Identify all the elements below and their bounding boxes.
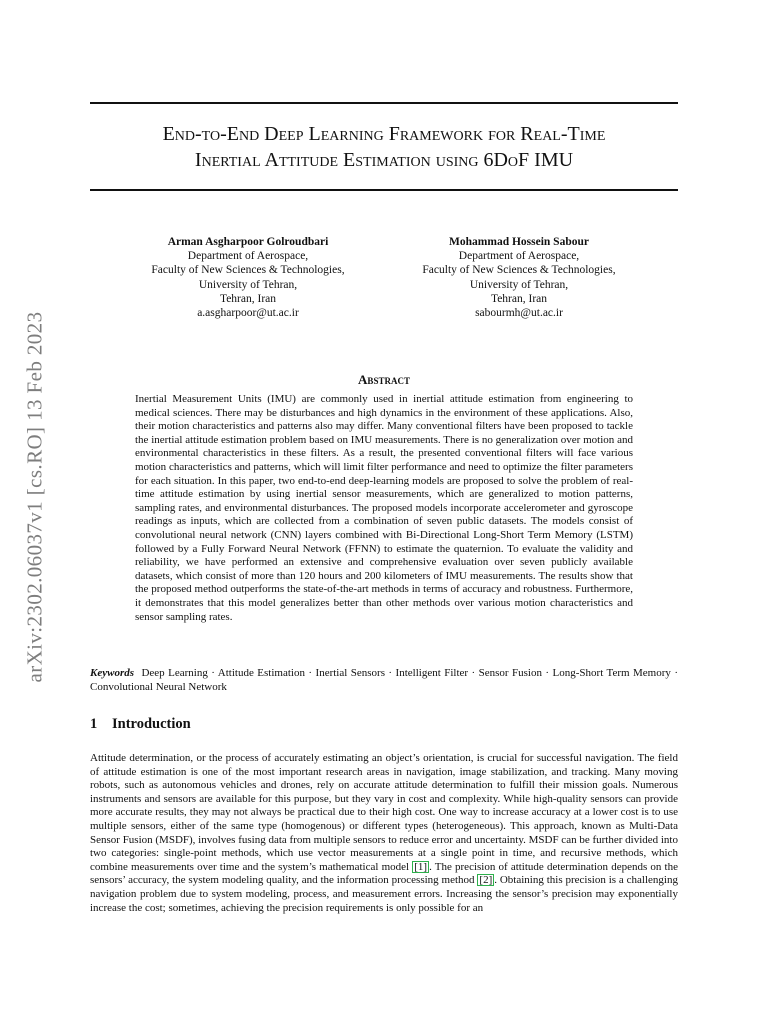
title-line-1: End-to-End Deep Learning Framework for Real-Time <box>162 123 606 145</box>
intro-paragraph <box>90 752 678 915</box>
intro-text-1: Attitude determination, or the process of accurately estimating an object’s orientation, is crucial for successful navigation. The field of attitude estimation is one of the most important research areas in navigation, image stabilization, and tracking. Many moving robots, such as autonomous vehicles and drones, rely on accurate attitude determination to fulfill their mission goals. Numerous instruments and sensors are available for this purpose, but they vary in cost and complexity. While high-quality sensors can provide more accurate results, they may not always be practical due to their high cost. One way to increase accuracy at a lower cost is to use multiple sensors, either of the same type (homogenous) or different types (heterogeneous). This approach, known as Multi-Data Sensor Fusion (MSDF), involves fusing data from multiple sensors to reduce error and uncertainty. MSDF can be further divided into two categories: single-point methods, which use vector measurements at a single point in time, and recursive methods, which combine measurements over time and the system’s mathematical model <box>90 752 678 873</box>
section-number: 1 <box>90 716 98 732</box>
author-department: Department of Aerospace, <box>187 250 309 263</box>
author-email[interactable]: a.asgharpoor@ut.ac.ir <box>197 307 299 320</box>
keywords-list: Deep Learning · Attitude Estimation · Inertial Sensors · Intelligent Filter · Sensor Fusion · Long-Short Term Memory · Convolutional Neural Network <box>90 667 679 693</box>
title-line-2: Inertial Attitude Estimation using 6DoF IMU <box>194 149 574 171</box>
paper-title <box>90 121 678 173</box>
author-faculty: Faculty of New Sciences & Technologies, <box>151 264 345 277</box>
intro-text-2: . The precision of attitude determination depends on the sensors’ accuracy, the system modeling quality, and the information processing method <box>90 860 678 887</box>
abstract-text: Inertial Measurement Units (IMU) are commonly used in inertial attitude estimation from engineering to medical sciences. There may be disturbances and high dynamics in the environment of these applications. Also, their motion characteristics and patterns also may differ. Many conventional filters have been proposed to tackle the inertial attitude estimation problem based on IMU measurements. There is no generalization over motion and environmental characteristics in these filters. As a result, the presented conventional filters will face various motion characteristics and patterns, which will limit filter performance and need to optimize the filter parameters for each situation. In this paper, two end-to-end deep-learning models are proposed to solve the problem of real-time attitude estimation by using inertial sensor measurements, which are generalized to motion patterns, sampling rates, and environmental disturbances. The proposed models incorporate accelerometer and gyroscope readings as inputs, which are collected from a combination of seven public datasets. The models consist of convolutional neural network (CNN) layers combined with Bi-Directional Long-Short Term Memory (LSTM) followed by a Fully Forward Neural Network (FFNN) to estimate the quaternion. To evaluate the validity and reliability, we have performed an extensive and comprehensive evaluation over seven publicly available datasets, which consist of more than 120 hours and 200 kilometers of IMU measurements. The results show that the proposed method outperforms the state-of-the-art methods in terms of accuracy and robustness. Furthermore, it demonstrates that this model generalizes better than other methods over various motion characteristics and sensor sampling rates. <box>135 393 633 623</box>
author-name: Arman Asgharpoor Golroudbari <box>167 236 329 248</box>
section-title: Introduction <box>112 716 191 732</box>
intro-text-3: . Obtaining this precision is a challenging navigation problem due to system modeling, process, and measurement errors. Increasing the sensor’s precision may exponentially increase the cost; sometimes, achieving the precision requirements is only possible for an <box>90 874 678 914</box>
author-university: University of Tehran, <box>469 278 569 291</box>
section-heading <box>90 716 191 733</box>
author-email[interactable]: sabourmh@ut.ac.ir <box>475 307 563 320</box>
citation-link[interactable]: [2] <box>479 874 493 887</box>
author-location: Tehran, Iran <box>490 292 548 305</box>
author-name: Mohammad Hossein Sabour <box>449 236 589 248</box>
title-rule-bottom <box>90 189 678 191</box>
author-block-2 <box>389 235 649 320</box>
abstract-heading: Abstract <box>358 372 410 387</box>
author-faculty: Faculty of New Sciences & Technologies, <box>422 264 616 277</box>
keywords-label: Keywords <box>90 667 134 679</box>
author-department: Department of Aerospace, <box>458 250 580 263</box>
author-location: Tehran, Iran <box>219 292 277 305</box>
citation-link[interactable]: [1] <box>414 860 428 873</box>
arxiv-identifier[interactable]: arXiv:2302.06037v1 [cs.RO] 13 Feb 2023 <box>22 311 47 683</box>
author-block-1 <box>118 235 378 320</box>
title-rule-top <box>90 102 678 104</box>
keywords <box>90 666 678 694</box>
author-university: University of Tehran, <box>198 278 298 291</box>
